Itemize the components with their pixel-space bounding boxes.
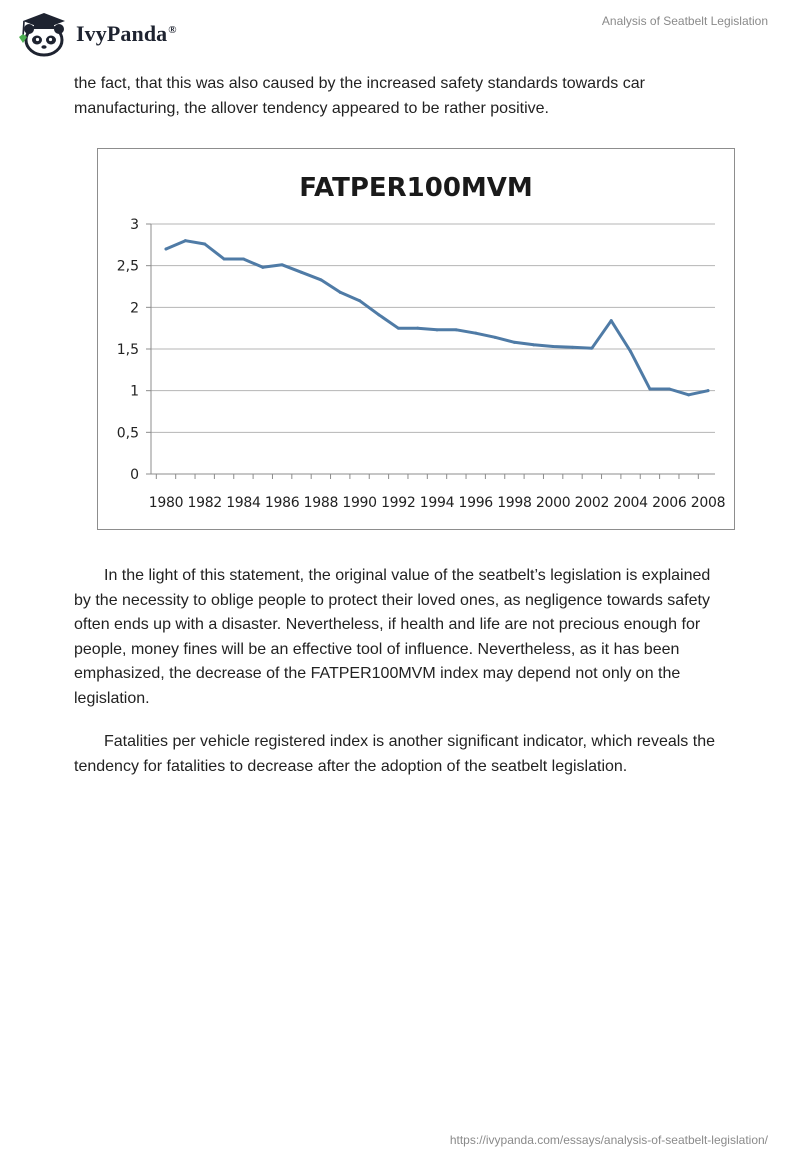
data-point bbox=[707, 389, 710, 392]
x-tick-label: 1984 bbox=[226, 495, 261, 511]
data-point bbox=[590, 347, 593, 350]
y-tick-label: 1 bbox=[130, 383, 139, 400]
x-tick-label: 1996 bbox=[458, 495, 493, 511]
x-tick-label: 1988 bbox=[303, 495, 339, 511]
data-point bbox=[261, 266, 264, 269]
data-point bbox=[629, 350, 632, 353]
data-point bbox=[532, 343, 535, 346]
chart-title: FATPER100MVM bbox=[299, 173, 533, 203]
footer-url[interactable]: https://ivypanda.com/essays/analysis-of-seatbelt-legislation/ bbox=[449, 1133, 768, 1147]
x-tick-label: 1992 bbox=[381, 495, 416, 511]
data-point bbox=[223, 258, 226, 261]
chart-container bbox=[97, 148, 735, 530]
x-tick-label: 2002 bbox=[574, 495, 610, 511]
y-tick-label: 0 bbox=[130, 467, 139, 483]
data-point bbox=[184, 239, 187, 242]
data-point bbox=[300, 271, 303, 274]
paragraph-intro: the fact, that this was also caused by the increased safety standards towards car manufacturing, the allover tendency appeared to be rather positive. bbox=[74, 75, 645, 117]
data-point bbox=[165, 248, 168, 251]
registered-mark: ® bbox=[168, 23, 177, 36]
data-point bbox=[416, 327, 419, 330]
x-tick-label: 1998 bbox=[497, 495, 532, 511]
data-point bbox=[474, 332, 477, 335]
data-point bbox=[319, 278, 322, 281]
line-chart bbox=[98, 149, 734, 529]
x-tick-label: 2006 bbox=[652, 495, 687, 511]
x-tick-label: 1980 bbox=[148, 495, 184, 511]
data-point bbox=[610, 319, 613, 322]
y-tick-label: 1,5 bbox=[116, 342, 139, 358]
data-point bbox=[552, 345, 555, 348]
data-point bbox=[494, 336, 497, 339]
data-point bbox=[687, 393, 690, 396]
x-tick-label: 1994 bbox=[419, 495, 455, 511]
x-tick-label: 2008 bbox=[690, 495, 726, 511]
data-point bbox=[281, 263, 284, 266]
data-point bbox=[339, 291, 342, 294]
x-tick-label: 1990 bbox=[342, 495, 377, 511]
y-tick-label: 3 bbox=[130, 217, 139, 233]
x-tick-label: 1986 bbox=[264, 495, 300, 511]
series-line bbox=[166, 241, 708, 395]
y-tick-label: 2 bbox=[130, 300, 139, 317]
panda-graduation-cap-icon bbox=[14, 9, 72, 59]
x-tick-label: 1982 bbox=[187, 495, 222, 511]
data-point bbox=[571, 346, 574, 349]
x-tick-label: 2000 bbox=[535, 495, 571, 511]
data-point bbox=[668, 388, 671, 391]
brand-name: IvyPanda® bbox=[76, 21, 177, 46]
data-point bbox=[455, 328, 458, 331]
data-point bbox=[242, 258, 245, 261]
brand-logo[interactable] bbox=[14, 8, 177, 60]
paragraph-fatalities-index: Fatalities per vehicle registered index is another significant indicator, which reveals the tendency for fatalities to decrease after the adoption of the seatbelt legislation. bbox=[74, 733, 715, 775]
data-point bbox=[436, 328, 439, 331]
x-tick-label: 2004 bbox=[613, 495, 648, 511]
data-point bbox=[397, 327, 400, 330]
data-point bbox=[377, 313, 380, 316]
y-tick-label: 0,5 bbox=[116, 425, 139, 442]
document-title: Analysis of Seatbelt Legislation bbox=[601, 14, 768, 28]
paragraph-seatbelt-value: In the light of this statement, the original value of the seatbelt’s legislation is explained by the necessity to oblige people to protect their loved ones, as negligence towards safety often ends up with a disaster. Nevertheless, if health and life are not precious enough for people, money fines will be an effective tool of influence. Nevertheless, as it has been emphasized, the decrease of the FATPER100MVM index may depend not only on the legislation. bbox=[74, 567, 711, 707]
data-point bbox=[648, 388, 651, 391]
y-tick-label: 2,5 bbox=[116, 258, 139, 275]
data-point bbox=[358, 299, 361, 302]
data-point bbox=[203, 243, 206, 246]
data-point bbox=[513, 341, 516, 344]
